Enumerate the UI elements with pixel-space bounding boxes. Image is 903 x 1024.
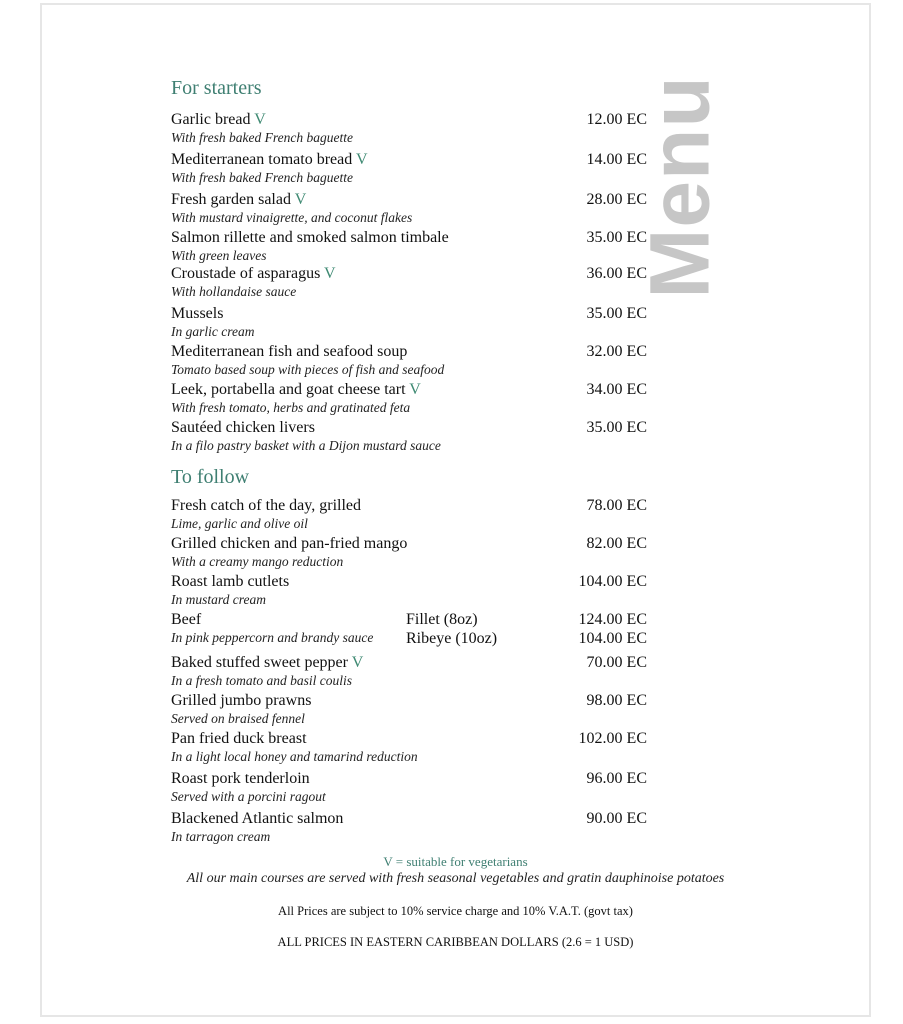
beef-option-fillet-price: 124.00 EC xyxy=(578,611,647,628)
item-description: With hollandaise sauce xyxy=(171,284,297,299)
beef-option-ribeye: Ribeye (10oz) xyxy=(406,630,498,647)
item-price: 35.00 EC xyxy=(586,229,647,246)
menu-item: Roast lamb cutlets In mustard cream 104.00 EC xyxy=(171,573,647,607)
vegetarian-badge: V xyxy=(254,111,266,128)
menu-item-beef: Beef In pink peppercorn and brandy sauce xyxy=(171,610,647,646)
menu-item: Pan fried duck breast In a light local honey and tamarind reduction 102.00 EC xyxy=(171,730,647,764)
item-price: 102.00 EC xyxy=(578,730,647,747)
menu-item: Grilled chicken and pan-fried mango With a creamy mango reduction 82.00 EC xyxy=(171,535,647,569)
item-price: 82.00 EC xyxy=(586,535,647,552)
menu-item: Leek, portabella and goat cheese tart V With fresh tomato, herbs and gratinated feta 34.00 EC xyxy=(171,381,647,415)
menu-item: Mediterranean fish and seafood soup Tomato based soup with pieces of fish and seafood 32.00 EC xyxy=(171,343,647,377)
item-price: 104.00 EC xyxy=(578,573,647,590)
item-description: In a light local honey and tamarind reduction xyxy=(171,749,418,764)
section-title-mains: To follow xyxy=(171,466,250,488)
item-description: With fresh baked French baguette xyxy=(171,170,353,185)
item-description: In garlic cream xyxy=(171,324,255,339)
menu-item: Fresh catch of the day, grilled Lime, garlic and olive oil 78.00 EC xyxy=(171,497,647,531)
menu-item: Roast pork tenderloin Served with a porcini ragout 96.00 EC xyxy=(171,770,647,804)
item-price: 34.00 EC xyxy=(586,381,647,398)
item-price: 35.00 EC xyxy=(586,305,647,322)
main-course-note: All our main courses are served with fresh seasonal vegetables and gratin dauphinoise potatoes xyxy=(186,871,725,886)
item-description: With fresh baked French baguette xyxy=(171,130,353,145)
item-price: 98.00 EC xyxy=(586,692,647,709)
item-description: Served with a porcini ragout xyxy=(171,789,326,804)
item-price: 96.00 EC xyxy=(586,770,647,787)
item-description: With green leaves xyxy=(171,248,267,263)
side-title: Menu xyxy=(632,75,727,299)
item-price: 28.00 EC xyxy=(586,191,647,208)
item-price: 36.00 EC xyxy=(586,265,647,282)
vegetarian-badge: V xyxy=(294,191,307,208)
menu-item: Sautéed chicken livers In a filo pastry basket with a Dijon mustard sauce 35.00 EC xyxy=(171,419,647,453)
item-description: In tarragon cream xyxy=(171,829,271,844)
vegetarian-badge: V xyxy=(409,381,421,398)
item-description: Served on braised fennel xyxy=(171,711,305,726)
item-description: In mustard cream xyxy=(171,592,266,607)
item-description: With a creamy mango reduction xyxy=(171,554,344,569)
vegetarian-badge: V xyxy=(351,654,364,671)
tax-note: All Prices are subject to 10% service charge and 10% V.A.T. (govt tax) xyxy=(278,904,633,918)
item-description: In a fresh tomato and basil coulis xyxy=(171,673,352,688)
menu-item: Fresh garden salad V With mustard vinaigrette, and coconut flakes 28.00 EC xyxy=(171,191,647,225)
item-description: With mustard vinaigrette, and coconut flakes xyxy=(171,210,413,225)
vegetarian-legend: V = suitable for vegetarians xyxy=(383,854,528,869)
menu-item: Croustade of asparagus V With hollandaise sauce 36.00 EC xyxy=(171,265,647,299)
item-price: 35.00 EC xyxy=(586,419,647,436)
item-description: In a filo pastry basket with a Dijon mustard sauce xyxy=(171,438,441,453)
beef-option-fillet: Fillet (8oz) xyxy=(406,611,478,628)
menu-item: Garlic bread V With fresh baked French baguette 12.00 EC xyxy=(171,111,647,145)
vegetarian-badge: V xyxy=(324,265,336,282)
item-description: In pink peppercorn and brandy sauce xyxy=(171,630,374,645)
item-price: 32.00 EC xyxy=(586,343,647,360)
item-description: With fresh tomato, herbs and gratinated feta xyxy=(171,400,411,415)
beef-option-ribeye-price: 104.00 EC xyxy=(578,630,647,647)
section-title-starters: For starters xyxy=(171,77,262,99)
item-description: Tomato based soup with pieces of fish and seafood xyxy=(171,362,445,377)
menu-item: Salmon rillette and smoked salmon timbale With green leaves 35.00 EC xyxy=(171,229,647,263)
currency-note: ALL PRICES IN EASTERN CARIBBEAN DOLLARS (2.6 = 1 USD) xyxy=(277,935,634,949)
menu-item: Mediterranean tomato bread V With fresh baked French baguette 14.00 EC xyxy=(171,151,647,185)
item-price: 14.00 EC xyxy=(586,151,647,168)
menu-item: Grilled jumbo prawns Served on braised fennel 98.00 EC xyxy=(171,692,647,726)
item-price: 70.00 EC xyxy=(586,654,647,671)
menu-item: Baked stuffed sweet pepper V In a fresh tomato and basil coulis 70.00 EC xyxy=(171,654,647,688)
menu-item: Blackened Atlantic salmon In tarragon cream 90.00 EC xyxy=(171,810,647,844)
vegetarian-badge: V xyxy=(355,151,368,168)
item-price: 78.00 EC xyxy=(586,497,647,514)
item-description: Lime, garlic and olive oil xyxy=(171,516,308,531)
item-price: 12.00 EC xyxy=(586,111,647,128)
menu-item: Mussels In garlic cream 35.00 EC xyxy=(171,305,647,339)
item-price: 90.00 EC xyxy=(586,810,647,827)
